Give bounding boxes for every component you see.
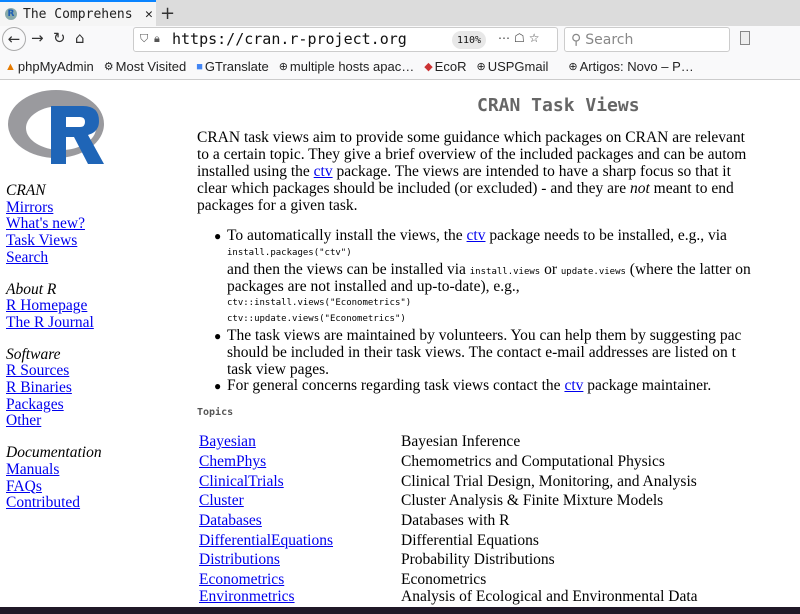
sidebar-heading: About R bbox=[6, 280, 57, 298]
desktop-background bbox=[0, 607, 800, 614]
sidebar-link-manuals[interactable]: Manuals bbox=[6, 460, 60, 478]
r-logo[interactable] bbox=[6, 86, 106, 166]
sidebar-link-other[interactable]: Other bbox=[6, 412, 42, 430]
reader-view-icon[interactable] bbox=[740, 31, 750, 45]
topic-row: Cluster Cluster Analysis & Finite Mixture Models bbox=[199, 492, 664, 509]
sidebar-link-task-views[interactable]: Task Views bbox=[6, 232, 78, 250]
search-icon: ⚲ bbox=[571, 31, 582, 48]
sidebar-link-faqs[interactable]: FAQs bbox=[6, 477, 42, 495]
bullet-text: The task views are maintained by volunteers. You can help them by suggesting pac bbox=[227, 327, 742, 344]
topic-row: Environmetrics Analysis of Ecological and Environmental Data bbox=[199, 588, 698, 605]
ctv-link[interactable]: ctv bbox=[313, 163, 333, 180]
bullet-text: and then the views can be installed via install.views or update.views (where the latter on bbox=[227, 261, 751, 278]
intro-line: to a certain topic. They give a brief overview of the included packages and can be autom bbox=[197, 146, 747, 163]
topic-link[interactable]: Distributions bbox=[199, 551, 280, 568]
bookmark-uspgmail[interactable]: ⊕ USPGmail bbox=[476, 59, 549, 74]
globe-icon: ⊕ bbox=[568, 61, 578, 73]
topic-row: Databases Databases with R bbox=[199, 512, 510, 529]
url-text[interactable]: https://cran.r-project.org bbox=[172, 30, 407, 48]
bullet-text: packages are not installed and up-to-date), e.g., bbox=[227, 278, 520, 295]
topic-link[interactable]: Econometrics bbox=[199, 571, 285, 588]
bookmark-icon: ◆ bbox=[424, 61, 433, 73]
topic-link[interactable]: DifferentialEquations bbox=[199, 532, 334, 549]
sidebar-heading: CRAN bbox=[6, 182, 46, 199]
tab-title: The Comprehens bbox=[23, 6, 133, 22]
zoom-level-button[interactable]: 110% bbox=[452, 31, 486, 49]
intro-line: clear which packages should be included (or excluded) - and they are not meant to end bbox=[197, 180, 734, 197]
back-button[interactable]: ← bbox=[2, 27, 26, 51]
intro-line: installed using the ctv package. The views are intended to have a sharp focus so that it bbox=[197, 163, 731, 180]
tab-bar bbox=[0, 0, 800, 26]
globe-icon: ⊕ bbox=[476, 61, 486, 73]
sidebar-link-r-journal[interactable]: The R Journal bbox=[6, 313, 94, 331]
topic-link[interactable]: Cluster bbox=[199, 492, 244, 509]
home-button[interactable]: ⌂ bbox=[75, 29, 85, 47]
ctv-link[interactable]: ctv bbox=[466, 227, 486, 244]
code-snippet: ctv::update.views("Econometrics") bbox=[227, 314, 406, 324]
close-tab-icon[interactable]: ✕ bbox=[145, 6, 153, 22]
topic-link[interactable]: Databases bbox=[199, 512, 262, 529]
reload-button[interactable]: ↻ bbox=[53, 29, 66, 47]
intro-line: CRAN task views aim to provide some guidance which packages on CRAN are relevant bbox=[197, 129, 745, 146]
topic-link[interactable]: ClinicalTrials bbox=[199, 473, 284, 490]
bookmark-gtranslate[interactable]: ■ GTranslate bbox=[196, 59, 269, 74]
nav-bar bbox=[0, 26, 800, 54]
url-bar[interactable] bbox=[133, 27, 558, 52]
sidebar-link-whats-new[interactable]: What's new? bbox=[6, 215, 85, 233]
sidebar-link-r-homepage[interactable]: R Homepage bbox=[6, 297, 88, 315]
sidebar-link-r-sources[interactable]: R Sources bbox=[6, 362, 70, 380]
bullet-icon: ● bbox=[214, 229, 222, 243]
r-favicon-icon: R bbox=[5, 8, 17, 20]
bookmark-most-visited[interactable]: ⚙ Most Visited bbox=[103, 59, 187, 74]
bullet-text: For general concerns regarding task views contact the ctv package maintainer. bbox=[227, 377, 712, 394]
bullet-icon: ● bbox=[214, 379, 222, 393]
translate-icon: ■ bbox=[196, 60, 203, 73]
sidebar-link-mirrors[interactable]: Mirrors bbox=[6, 198, 54, 216]
lock-icon[interactable]: 🔒︎ bbox=[154, 32, 160, 45]
bookmark-multiple-hosts[interactable]: ⊕ multiple hosts apac… bbox=[278, 59, 415, 74]
topics-heading: Topics bbox=[197, 407, 234, 418]
ctv-link[interactable]: ctv bbox=[564, 377, 584, 394]
sidebar-link-contributed[interactable]: Contributed bbox=[6, 494, 81, 512]
topic-row: DifferentialEquations Differential Equations bbox=[199, 532, 539, 549]
globe-icon: ⊕ bbox=[278, 61, 288, 73]
search-input[interactable]: ⚲ Search bbox=[564, 27, 730, 52]
sidebar bbox=[6, 183, 102, 512]
bookmark-ecor[interactable]: ◆ EcoR bbox=[424, 59, 467, 74]
sidebar-heading: Software bbox=[6, 345, 61, 363]
bullet-icon: ● bbox=[214, 329, 222, 343]
shield-icon[interactable]: ⛉ bbox=[140, 32, 149, 45]
bookmark-icon: ▲ bbox=[5, 60, 16, 73]
topic-row: Distributions Probability Distributions bbox=[199, 551, 555, 568]
topic-row: ChemPhys Chemometrics and Computational Physics bbox=[199, 453, 665, 470]
code-snippet: install.packages("ctv") bbox=[227, 248, 352, 258]
code-snippet: ctv::install.views("Econometrics") bbox=[227, 298, 412, 308]
bookmark-artigos[interactable]: ⊕ Artigos: Novo – P… bbox=[568, 59, 694, 74]
page-title: CRAN Task Views bbox=[477, 95, 640, 116]
sidebar-link-r-binaries[interactable]: R Binaries bbox=[6, 379, 72, 397]
sidebar-link-packages[interactable]: Packages bbox=[6, 395, 64, 413]
sidebar-heading: Documentation bbox=[6, 444, 102, 462]
topic-link[interactable]: ChemPhys bbox=[199, 453, 267, 470]
bullet-text: should be included in their task views. The contact e-mail addresses are listed on t bbox=[227, 344, 736, 361]
bullet-text: task view pages. bbox=[227, 361, 330, 378]
topic-link[interactable]: Bayesian bbox=[199, 433, 256, 450]
bookmark-phpmyadmin[interactable]: ▲ phpMyAdmin bbox=[5, 59, 94, 74]
page-actions-icons[interactable]: ⋯☖☆ bbox=[498, 31, 544, 45]
intro-line: packages for a given task. bbox=[197, 197, 358, 214]
topic-row: Econometrics Econometrics bbox=[199, 571, 487, 588]
new-tab-button[interactable]: + bbox=[160, 3, 176, 24]
topic-row: Bayesian Bayesian Inference bbox=[199, 433, 521, 450]
forward-button[interactable]: → bbox=[31, 29, 44, 47]
topic-row: ClinicalTrials Clinical Trial Design, Monitoring, and Analysis bbox=[199, 473, 697, 490]
tab-active[interactable] bbox=[0, 0, 156, 26]
bookmarks-toolbar bbox=[0, 54, 800, 80]
topic-link[interactable]: Environmetrics bbox=[199, 588, 295, 605]
sidebar-link-search[interactable]: Search bbox=[6, 248, 49, 266]
gear-icon: ⚙ bbox=[103, 61, 114, 73]
bullet-text: To automatically install the views, the ctv package needs to be installed, e.g., via bbox=[227, 227, 727, 244]
